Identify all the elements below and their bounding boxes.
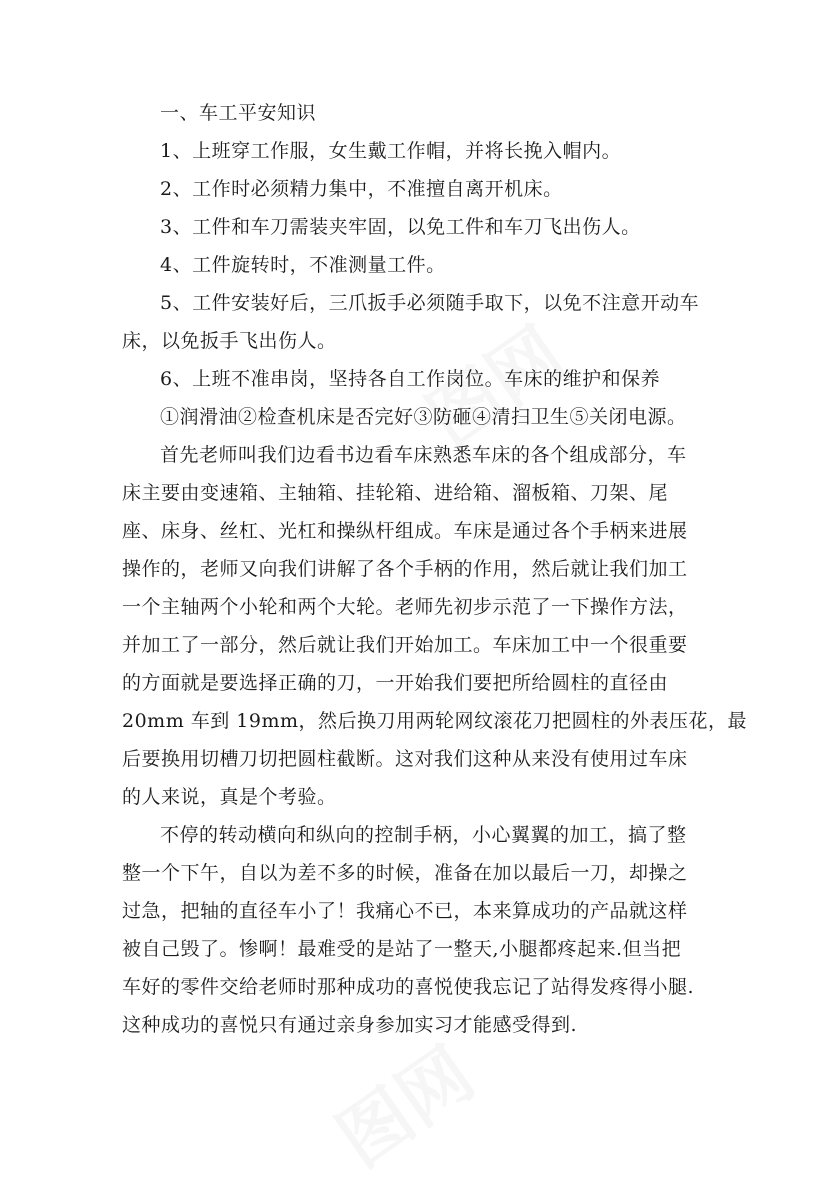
section-heading: 一、车工平安知识 bbox=[160, 102, 317, 124]
text-line: 被自己毁了。惨啊！最难受的是站了一整天,小腿都疼起来.但当把 bbox=[122, 938, 682, 960]
text-line: 床，以免扳手飞出伤人。 bbox=[122, 330, 337, 352]
text-line: 不停的转动横向和纵向的控制手柄，小心翼翼的加工，搞了整 bbox=[160, 824, 687, 846]
text-line: 1、上班穿工作服，女生戴工作帽，并将长挽入帽内。 bbox=[160, 140, 622, 162]
text-line: 并加工了一部分，然后就让我们开始加工。车床加工中一个很重要 bbox=[122, 634, 688, 656]
text-line: 座、床身、丝杠、光杠和操纵杆组成。车床是通过各个手柄来进展 bbox=[122, 520, 688, 542]
document-body bbox=[122, 94, 748, 1044]
text-line: 20mm 车到 19mm，然后换刀用两轮网纹滚花刀把圆柱的外表压花，最 bbox=[122, 710, 748, 732]
text-line: ①润滑油②检查机床是否完好③防砸④清扫卫生⑤关闭电源。 bbox=[160, 406, 687, 428]
text-line: 的人来说，真是个考验。 bbox=[122, 786, 337, 808]
text-line: 一个主轴两个小轮和两个大轮。老师先初步示范了一下操作方法， bbox=[122, 596, 688, 618]
text-line: 4、工件旋转时，不准测量工件。 bbox=[160, 254, 446, 276]
text-line: 2、工作时必须精力集中，不准擅自离开机床。 bbox=[160, 178, 563, 200]
text-line: 首先老师叫我们边看书边看车床熟悉车床的各个组成部分，车 bbox=[160, 444, 687, 466]
text-line: 过急，把轴的直径车小了！我痛心不已，本来算成功的产品就这样 bbox=[122, 900, 688, 922]
text-line: 整一个下午，自以为差不多的时候，准备在加以最后一刀，却操之 bbox=[122, 862, 688, 884]
text-line: 3、工件和车刀需装夹牢固，以免工件和车刀飞出伤人。 bbox=[160, 216, 641, 238]
text-line: 6、上班不准串岗，坚持各自工作岗位。车床的维护和保养 bbox=[160, 368, 661, 390]
text-line: 床主要由变速箱、主轴箱、挂轮箱、进给箱、溜板箱、刀架、尾 bbox=[122, 482, 669, 504]
text-line: 后要换用切槽刀切把圆柱截断。这对我们这种从来没有使用过车床 bbox=[122, 748, 688, 770]
text-line: 操作的，老师又向我们讲解了各个手柄的作用，然后就让我们加工 bbox=[122, 558, 688, 580]
text-line: 这种成功的喜悦只有通过亲身参加实习才能感受得到. bbox=[122, 1014, 578, 1036]
text-line: 的方面就是要选择正确的刀，一开始我们要把所给圆柱的直径由 bbox=[122, 672, 669, 694]
text-line: 5、工件安装好后，三爪扳手必须随手取下，以免不注意开动车 bbox=[160, 292, 700, 314]
text-line: 车好的零件交给老师时那种成功的喜悦使我忘记了站得发疼得小腿. bbox=[122, 976, 695, 998]
